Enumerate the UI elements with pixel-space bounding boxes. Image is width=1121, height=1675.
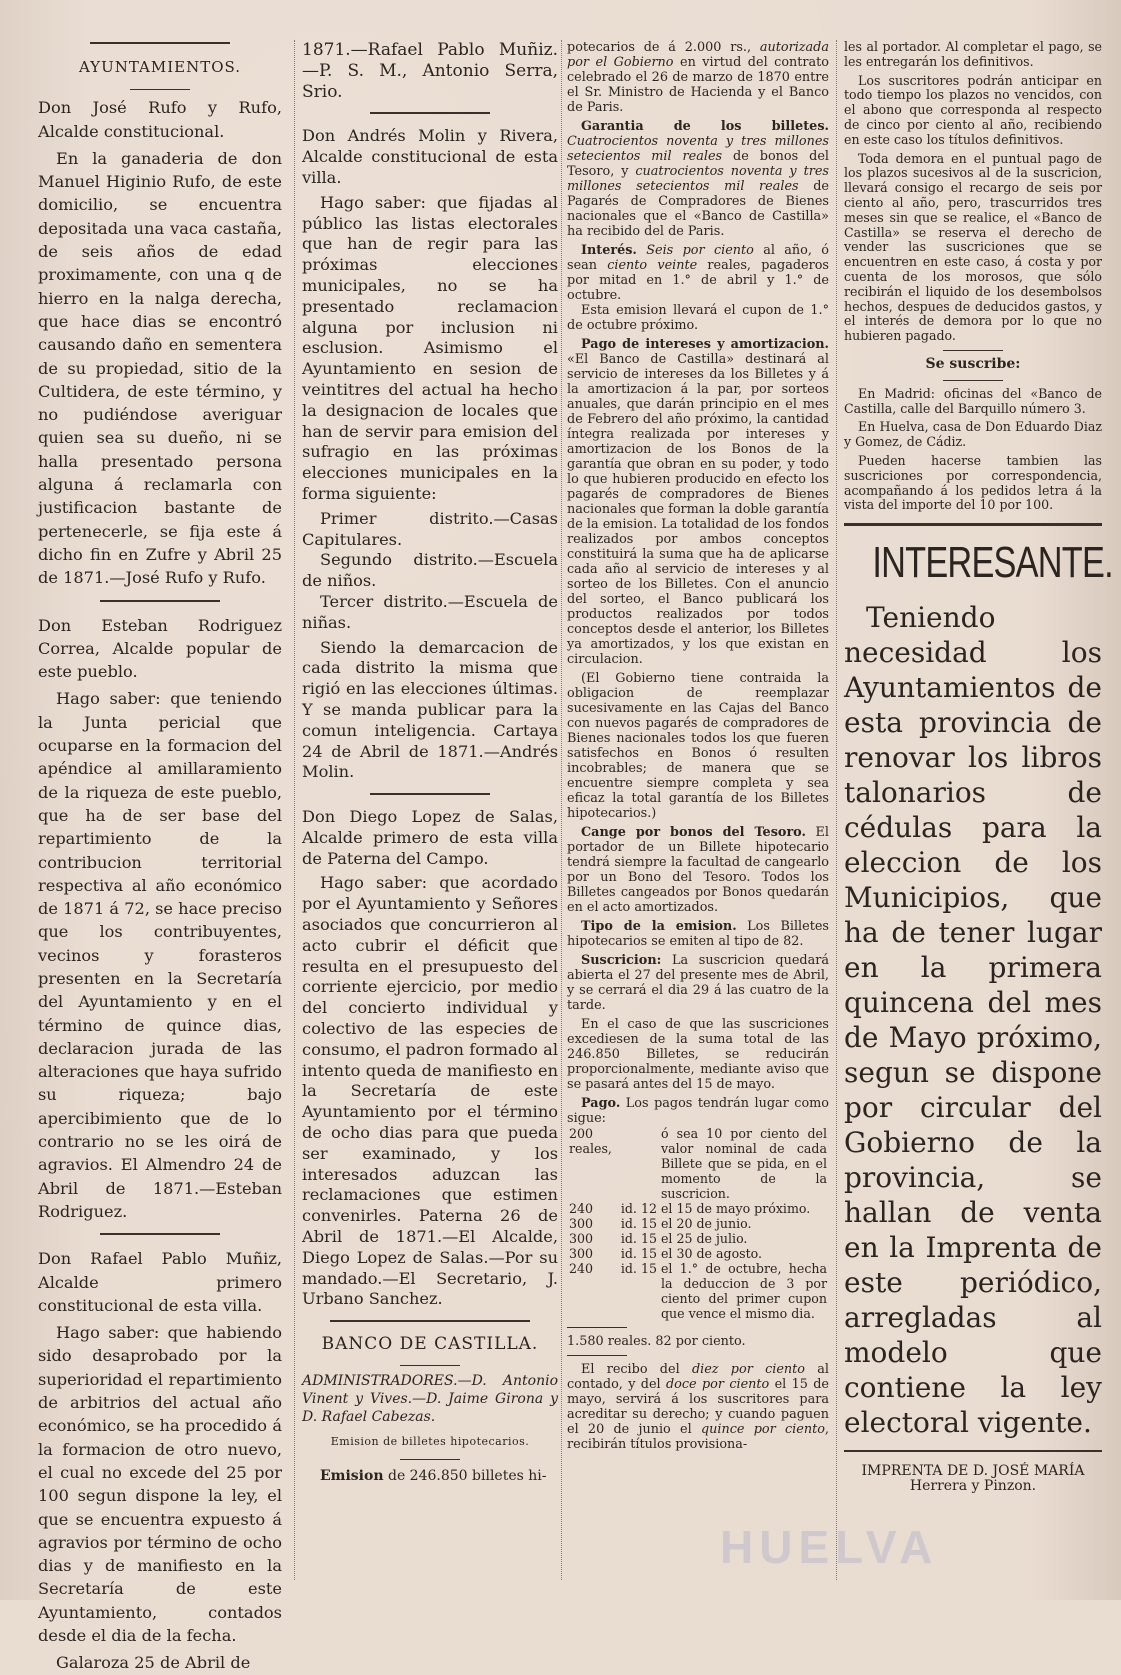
text-run: al año, ó sean — [567, 243, 829, 273]
notice-body: Siendo la demarcacion de cada distrito la misma que rigió en las elecciones últimas. Y se manda publicar para la comun inteligencia. Cartaya 24 de Abril de 1871.—Andrés Molin. — [302, 637, 558, 782]
divider — [100, 1233, 220, 1235]
excess-paragraph: En el caso de que las suscriciones excediesen de la suma total de las 246.850 Billetes, se reducirán proporcionalmente, mediante aviso que se pasará antes del 15 de mayo. — [567, 1017, 829, 1092]
table-cell-amt: 240 — [569, 1261, 594, 1276]
payment-label: Pago de intereses y amortizacion. — [581, 337, 829, 352]
text-run: Los pagos tendrán lugar como sigue: — [567, 1096, 829, 1126]
subscribe-heading: Se suscribe: — [925, 355, 1021, 372]
payment-paragraph — [567, 337, 829, 667]
notice-heading: Don José Rufo y Rufo, Alcalde constitucional. — [38, 98, 282, 141]
table-cell-amt: 300 — [569, 1216, 594, 1231]
divider — [370, 112, 490, 114]
divider — [370, 793, 490, 795]
printer-imprint: IMPRENTA DE D. JOSÉ MARÍA Herrera y Pinzon. — [861, 1463, 1085, 1494]
table-cell-id — [619, 1126, 639, 1201]
table-row — [567, 1126, 829, 1201]
column-2 — [302, 40, 558, 1580]
table-cell-id: id. — [620, 1246, 637, 1261]
divider — [567, 1355, 627, 1356]
divider — [400, 1365, 460, 1366]
table-row — [567, 1261, 829, 1321]
notice-heading: Don Rafael Pablo Muñiz, Alcalde primero constitucional de esta villa. — [38, 1249, 282, 1315]
payments-label: Pago. — [581, 1096, 621, 1111]
table-cell-day: 15 — [640, 1246, 657, 1261]
table-cell-amt: 300 — [569, 1246, 594, 1261]
bank-paragraph — [567, 40, 829, 115]
divider — [330, 1320, 530, 1322]
table-cell-id: id. — [620, 1261, 637, 1276]
column-divider — [294, 40, 295, 1580]
madrid-address: En Madrid: oficinas del «Banco de Castilla, calle del Barquillo número 3. — [844, 385, 1102, 416]
text-run: Seis por ciento — [636, 243, 754, 258]
divider — [130, 89, 190, 90]
bank-admins — [302, 1372, 558, 1426]
correspondence-note: Pueden hacerse tambien las suscriciones por correspondencia, acompañando á los pedidos letra á la vista del importe del 10 por 100. — [844, 452, 1102, 513]
district-1: Primer distrito.—Casas Capitulares. — [302, 508, 558, 549]
section-heading: AYUNTAMIENTOS. — [78, 58, 242, 76]
table-row — [567, 1246, 829, 1261]
text-run: autorizada por el Gobierno — [567, 40, 829, 70]
divider — [400, 1459, 460, 1460]
district-2: Segundo distrito.—Escuela de niños. — [302, 550, 558, 591]
admin-label: ADMINISTRADORES. — [302, 1373, 458, 1390]
text-run: en virtud del contrato celebrado el 26 de marzo de 1870 entre el Sr. Ministro de Hacienda y el Banco de Paris. — [567, 55, 830, 115]
notice-body: Hago saber: que habiendo sido desaprobado por la superioridad el repartimiento de arbitrios del actual año económico, se ha procedido á la formacion de otro nuevo, el cual no excede del 25 por 100 segun dispone la ley, el que se encuentra expuesto á agravios por término de ocho dias y de manifiesto en la Secretaría de este Ayuntamiento, contados desde el dia de la fecha. — [38, 1323, 282, 1645]
exchange-label: Cange por bonos del Tesoro. — [581, 825, 806, 840]
text-run: de bonos del Tesoro, y — [567, 149, 829, 179]
divider — [844, 523, 1102, 526]
bank-paragraph: Los suscritores podrán anticipar en todo tiempo los plazos no vencidos, con el abono que corresponda al respecto de cinco por ciento al año, recibiendo en este caso los títulos definitivos. — [844, 72, 1102, 147]
text-run: cuatrocientos noventa y tres millones setecientos mil reales — [567, 164, 829, 194]
divider — [943, 380, 1003, 381]
table-cell-amt: 300 — [569, 1231, 594, 1246]
table-cell-day: 15 — [640, 1261, 657, 1276]
bank-paragraph: les al portador. Al completar el pago, se les entregarán los definitivos. — [844, 39, 1102, 69]
table-cell-desc: el 30 de agosto. — [660, 1246, 763, 1261]
coupon-paragraph: Esta emision llevará el cupon de 1.° de octubre próximo. — [567, 303, 829, 333]
interest-paragraph — [567, 243, 829, 303]
exchange-paragraph — [567, 825, 829, 915]
column-1 — [38, 40, 282, 1673]
table-cell-day: 12 — [640, 1201, 657, 1216]
receipt-paragraph — [567, 1362, 829, 1452]
table-cell-day: 15 — [640, 1216, 657, 1231]
table-cell-desc: el 1.° de octubre, hecha la deduccion de 3 por ciento del primer cupon que vence el mismo dia. — [660, 1261, 827, 1321]
text-run: La suscricion quedará abierta el 27 del presente mes de Abril, y se cerrará el dia 29 á las cuatro de la tarde. — [567, 953, 829, 1013]
divider — [100, 600, 220, 602]
table-row — [567, 1201, 829, 1216]
column-divider — [836, 40, 837, 1580]
table-cell-day: 15 — [640, 1231, 657, 1246]
text-run: potecarios de á 2.000 rs., — [567, 40, 760, 55]
bank-title: BANCO DE CASTILLA. — [321, 1334, 539, 1355]
payments-table — [567, 1126, 829, 1321]
notice-body: En la ganaderia de don Manuel Higinio Rufo, de este domicilio, se encuentra depositada una vaca castaña, de seis años de edad proximamente, con una q de hierro en la nalga derecha, que hace dias se encontró causando daño en sementera de su propiedad, sitio de la Cultidera, de este término, y no pudiéndose averiguar quien sea su dueño, ni se halla presentado persona alguna á reclamarla con justificacion bastante de pertenecerle, se fija este á dicho fin en Zufre y Abril 25 de 1871.—José Rufo y Rufo. — [38, 148, 282, 588]
table-cell-desc: el 25 de julio. — [660, 1231, 748, 1246]
notice-heading: Don Diego Lopez de Salas, Alcalde primero de esta villa de Paterna del Campo. — [302, 807, 558, 868]
table-cell-id: id. — [620, 1216, 637, 1231]
interest-label: Interés. — [581, 243, 637, 258]
divider — [844, 1450, 1102, 1452]
text-run: , recibirán títulos provisiona- — [567, 1422, 829, 1452]
subscription-label: Suscricion: — [581, 953, 662, 968]
government-paragraph: (El Gobierno tiene contraida la obligacion de reemplazar sucesivamente en las Cajas del Banco con nuevos pagarés de compradores de Bienes nacionales todos los que fueren satisfechos en Bonos ó resulten incobrables; de manera que se encuentre siempre completa y sea eficaz la total garantía de los Billetes hipotecarios.) — [567, 671, 829, 821]
table-cell-id: id. — [620, 1201, 637, 1216]
text-run: el 15 de mayo, servirá á los suscritores para acreditar su derecho; y cuando paguen el 20 de junio el — [567, 1377, 829, 1437]
library-stamp: HUELVA — [720, 1521, 939, 1573]
text-run: El recibo del — [581, 1362, 692, 1377]
notice-heading: Don Esteban Rodriguez Correa, Alcalde popular de este pueblo. — [38, 615, 282, 682]
table-cell-day — [639, 1126, 659, 1201]
table-cell-amt: 240 — [569, 1201, 594, 1216]
text-run: quince por ciento — [700, 1422, 825, 1437]
notice-body: Hago saber: que acordado por el Ayuntamiento y Señores asociados que concurrieron al acto cubrir el déficit que resulta en el presupuesto del corriente ejercicio, por medio del concierto individual y colectivo de las especies de consumo, el padron formado al intento queda de manifiesto en la Secretaría de este Ayuntamiento por el término de ocho dias para que pueda ser examinado, y los interesados aduzcan las reclamaciones que estimen convenirles. Paterna 26 de Abril de 1871.—El Alcalde, Diego Lopez de Salas.—Por su mandado.—El Secretario, J. Urbano Sanchez. — [302, 873, 558, 1309]
notice-heading: Don Andrés Molin y Rivera, Alcalde constitucional de esta villa. — [302, 126, 558, 187]
column-3 — [567, 40, 829, 1580]
type-label: Tipo de la emision. — [581, 919, 737, 934]
bank-paragraph: Toda demora en el puntual pago de los plazos sucesivos al de la suscricion, llevará consigo el recargo de seis por ciento al año, pero, trascurridos tres meses sin que se realice, el «Banco de Castilla» se reserva el derecho de vender las suscriciones que se encuentren en este caso, á costa y por cuenta de los morosos, que sólo recibirán el liquido de los desembolsos hechos, despues de deducidos gastos, y el interés de demora por lo que no hubieren pagado. — [844, 150, 1102, 344]
notice-body: Hago saber: que fijadas al público las listas electorales que han de regir para las próximas elecciones municipales, no se ha presentado reclamacion alguna por inclusion ni esclusion. Asimismo el Ayuntamiento en sesion de veintitres del actual ha hecho la designacion de locales que han de servir para emision del sufragio en las próximas elecciones municipales en la forma siguiente: — [302, 192, 558, 503]
text-run: diez por ciento — [691, 1362, 806, 1377]
column-divider — [561, 40, 562, 1580]
table-cell-desc: el 15 de mayo próximo. — [660, 1201, 811, 1216]
divider — [567, 1327, 627, 1328]
payments-total: 1.580 reales. 82 por ciento. — [567, 1334, 746, 1349]
notice-body: Hago saber: que teniendo la Junta pericial que ocuparse en la formacion del apéndice al amillaramiento de la riqueza de este pueblo, que ha de ser base del repartimiento de la contribucion territorial respectiva al año económico de 1871 á 72, se hace preciso que los contribuyentes, vecinos y forasteros presenten en la Secretaría del Ayuntamiento y en el término de quince dias, declaracion jurada de las alteraciones que haya sufrido su riqueza; bajo apercibimiento que de lo contrario no se les oirá de agravios. El Almendro 24 de Abril de 1871.—Esteban Rodriguez. — [38, 689, 282, 1221]
notice-date: Galaroza 25 de Abril de — [56, 1653, 251, 1673]
text-run: al contado, y del — [567, 1362, 830, 1392]
table-cell-id: id. — [620, 1231, 637, 1246]
emission-text — [302, 1466, 558, 1487]
text-run: reales, pagaderos por mitad en 1.° de abril y 1.° de octubre. — [567, 258, 829, 303]
table-cell-desc: ó sea 10 por ciento del valor nominal de cada Billete que se pida, en el momento de la suscricion. — [660, 1126, 827, 1201]
guarantee-paragraph — [567, 119, 829, 239]
emission-heading: Emision de billetes hipotecarios. — [330, 1435, 530, 1449]
interesante-title: INTERESANTE. — [872, 538, 1113, 588]
emission-label: Emision — [320, 1467, 384, 1484]
notice-signature: 1871.—Rafael Pablo Muñiz. —P. S. M., Antonio Serra, Srio. — [302, 40, 558, 102]
table-row — [567, 1231, 829, 1246]
guarantee-label: Garantia de los billetes. — [581, 119, 829, 134]
admin-names: —D. Antonio Vinent y Vives.—D. Jaime Girona y D. Rafael Cabezas. — [302, 1373, 558, 1426]
text-run: de Pagarés de Compradores de Bienes nacionales que el «Banco de Castilla» ha recibido del de Paris. — [567, 179, 830, 239]
text-run: Cuatrocientos noventa y tres millones setecientos mil reales — [567, 134, 829, 164]
subscription-paragraph — [567, 953, 829, 1013]
table-row — [567, 1216, 829, 1231]
table-cell-amt: 200 reales, — [569, 1126, 612, 1156]
text-run: ciento veinte — [607, 258, 698, 273]
district-3: Tercer distrito.—Escuela de niñas. — [302, 591, 558, 632]
column-4 — [844, 39, 1113, 1580]
table-cell-desc: el 20 de junio. — [660, 1216, 752, 1231]
text-run: doce por ciento — [665, 1377, 770, 1392]
text-run: Los Billetes hipotecarios se emiten al tipo de 82. — [567, 919, 829, 949]
interesante-body: Teniendo necesidad los Ayuntamientos de esta provincia de renovar los libros talonarios de cédulas para la eleccion de los Municipios, que ha de tener lugar en la primera quincena del mes de Mayo próximo, segun se dispone por circular del Gobierno de la provincia, se hallan de venta en la Imprenta de este periódico, arregladas al modelo que contiene la ley electoral vigente. — [844, 601, 1102, 1440]
divider — [943, 350, 1003, 351]
emission-amount: de 246.850 billetes hi- — [383, 1467, 547, 1484]
huelva-address: En Huelva, casa de Don Eduardo Diaz y Gomez, de Cádiz. — [844, 419, 1102, 450]
type-paragraph — [567, 919, 829, 949]
text-run: El portador de un Billete hipotecario tendrá siempre la facultad de cangearlo por un Bono del Tesoro. Todos los Billetes cangeados por Bonos quedarán en el acto amortizados. — [567, 825, 829, 915]
divider — [90, 42, 230, 44]
payments-intro — [567, 1096, 829, 1126]
text-run: «El Banco de Castilla» destinará al servicio de intereses da los Billetes y á la amortizacion á la par, por sorteos anuales, que darán principio en el mes de Febrero del año próximo, la cantidad íntegra realizada por intereses y amortizacion de los Bonos de la garantía que obran en su poder, y todo lo que hubieren producido en efecto los pagarés de compradores de Bienes nacionales que forman la doble garantía de la emision. La totalidad de los fondos realizados por ambos conceptos constituirá la suma que ha de aplicarse cada año al servicio de intereses y al sorteo de los Billetes. Con el anuncio del sorteo, el Banco publicará los productos realizados por todos conceptos desde el anterior, los Billetes ya amortizados, y los que existan en circulacion. — [567, 352, 829, 667]
